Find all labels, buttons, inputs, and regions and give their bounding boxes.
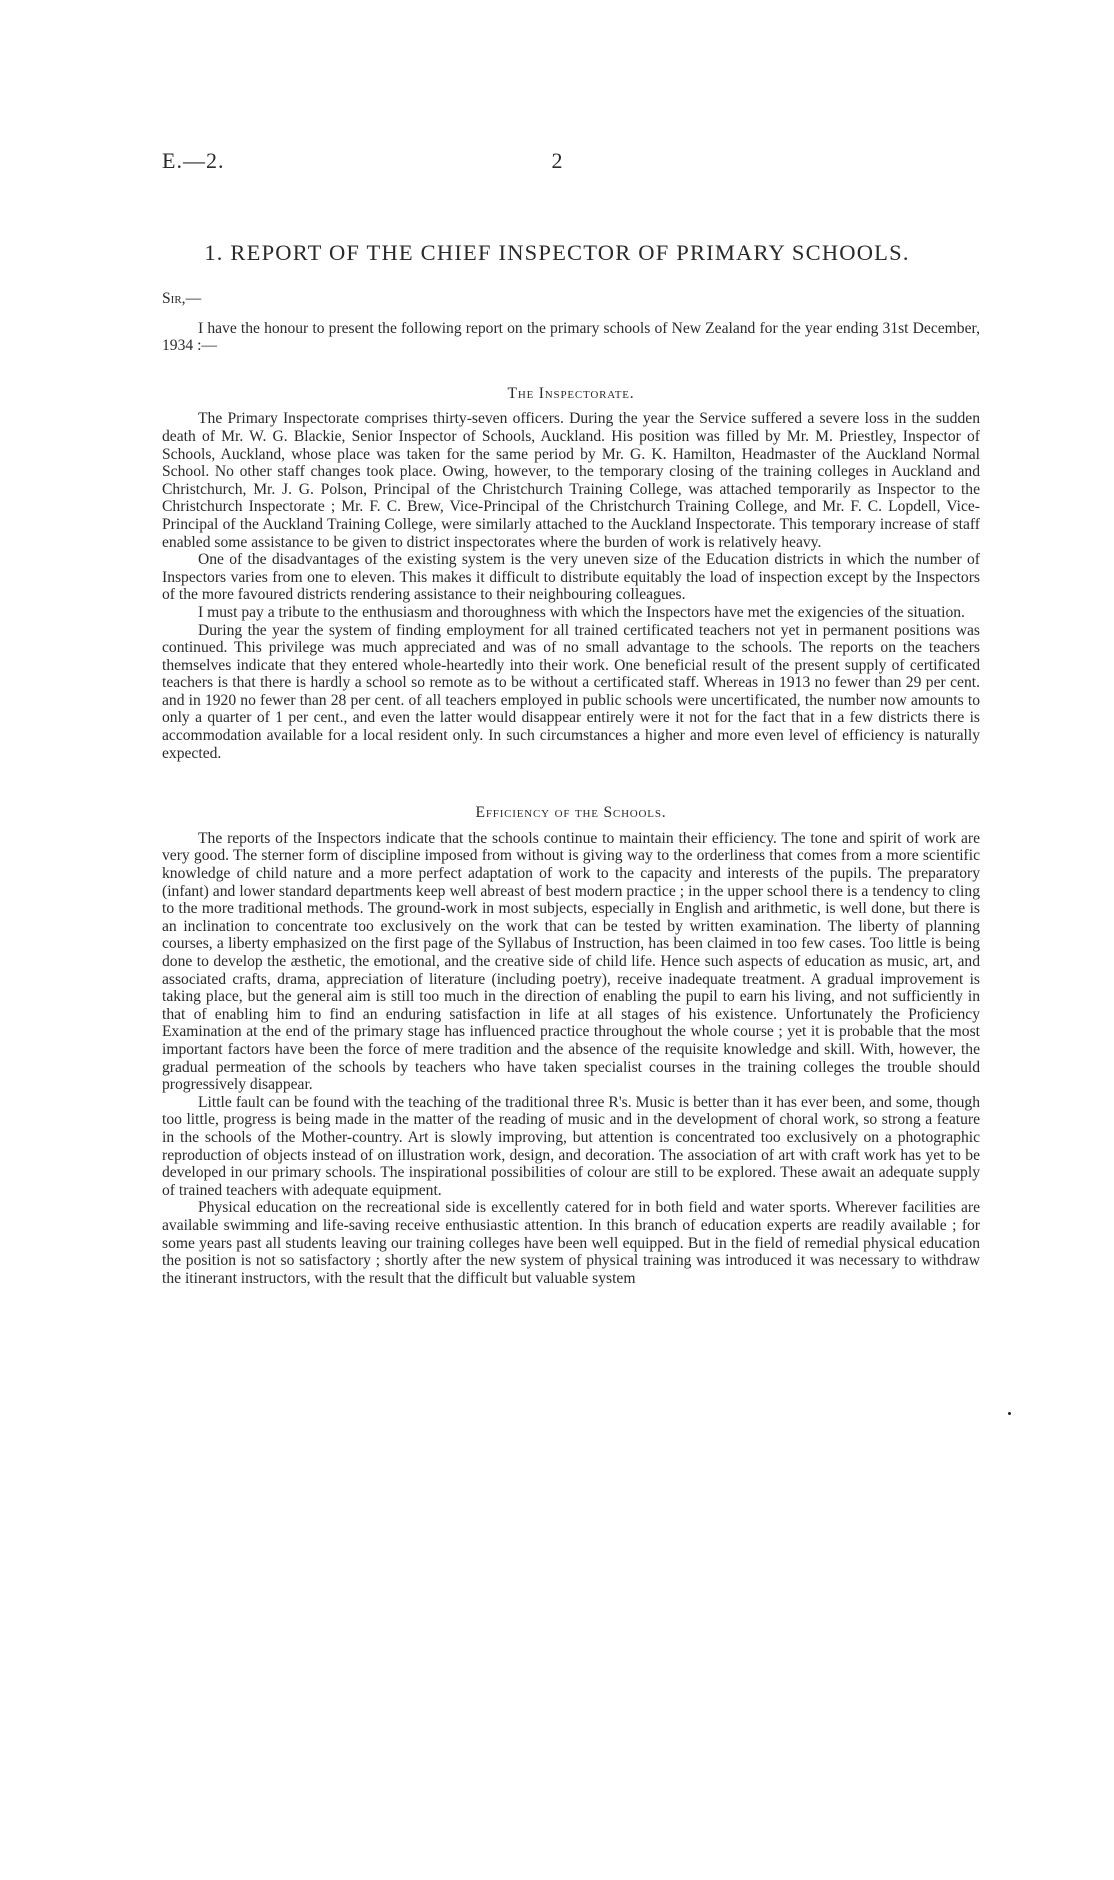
paragraph: The reports of the Inspectors indicate that the schools continue to maintain their efficiency. The tone and spirit of work are very good. The sterner form of discipline imposed from without is giving way to the orderliness that comes from a more scientific knowledge of child nature and a more perfect adaptation of work to the capacity and interests of the pupils. The preparatory (infant) and lower standard departments keep well abreast of best modern practice ; in the upper school there is a tendency to cling to the more traditional methods. The ground-work in most subjects, especially in English and arithmetic, is well done, but there is an inclination to concentrate too exclusively on the work that can be tested by written examination. The liberty of planning courses, a liberty emphasized on the first page of the Syllabus of Instruction, has been claimed in too few cases. Too little is being done to develop the æsthetic, the emotional, and the creative side of child life. Hence such aspects of education as music, art, and associated crafts, drama, appreciation of literature (including poetry), receive inadequate treatment. A gradual improvement is taking place, but the general aim is still too much in the direction of enabling the pupil to earn his living, and not sufficiently in that of enabling him to find an enduring satisfaction in life at all stages of his existence. Unfortunately the Proficiency Examination at the end of the primary stage has influenced practice throughout the whole course ; yet it is probable that the most important factors have been the force of mere tradition and the absence of the requisite knowledge and skill. With, however, the gradual permeation of the schools by teachers who have taken specialist courses in the training colleges the trouble should progressively disappear. bbox=[162, 829, 980, 1094]
section-heading-efficiency: Efficiency of the Schools. bbox=[475, 804, 667, 822]
report-body bbox=[162, 290, 980, 1287]
paragraph: Physical education on the recreational side is excellently catered for in both field and water sports. Wherever facilities are available swimming and life-saving receive enthusiastic attention. In this branch of education experts are readily available ; for some years past all students leaving our training colleges have been well equipped. But in the field of remedial physical education the position is not so satisfactory ; shortly after the new system of physical training was introduced it was necessary to withdraw the itinerant instructors, with the result that the difficult but valuable system bbox=[162, 1199, 980, 1287]
report-title: 1. REPORT OF THE CHIEF INSPECTOR OF PRIMARY SCHOOLS. bbox=[204, 240, 910, 265]
paragraph: One of the disadvantages of the existing system is the very uneven size of the Education districts in which the number of Inspectors varies from one to eleven. This makes it difficult to distribute equitably the load of inspection except by the Inspectors of the more favoured districts rendering assistance to their neighbouring colleagues. bbox=[162, 551, 980, 604]
document-reference: E.—2. bbox=[162, 148, 225, 173]
print-speck bbox=[1008, 1412, 1011, 1415]
section-heading-inspectorate: The Inspectorate. bbox=[507, 384, 635, 402]
paragraph: The Primary Inspectorate comprises thirty-seven officers. During the year the Service suffered a severe loss in the sudden death of Mr. W. G. Blackie, Senior Inspector of Schools, Auckland. His position was filled by Mr. M. Priestley, Inspector of Schools, Auckland, whose place was taken for the same period by Mr. G. K. Hamilton, Headmaster of the Auckland Normal School. No other staff changes took place. Owing, however, to the temporary closing of the training colleges in Auckland and Christchurch, Mr. J. G. Polson, Principal of the Christchurch Training College, was attached temporarily as Inspector to the Christchurch Inspectorate ; Mr. F. C. Brew, Vice-Principal of the Christchurch Training College, and Mr. F. C. Lopdell, Vice-Principal of the Auckland Training College, were similarly attached to the Auckland Inspectorate. This temporary increase of staff enabled some assistance to be given to district inspectorates where the burden of work is relatively heavy. bbox=[162, 410, 980, 551]
salutation: Sir,— bbox=[162, 290, 202, 307]
intro-paragraph: I have the honour to present the following report on the primary schools of New Zealand for the year ending 31st December, 1934 :— bbox=[162, 319, 980, 355]
paragraph: Little fault can be found with the teaching of the traditional three R's. Music is better than it has ever been, and some, though too little, progress is being made in the matter of the reading of music and in the development of choral work, so strong a feature in the schools of the Mother-country. Art is slowly improving, but attention is concentrated too exclusively on a photographic reproduction of objects instead of on illustration work, design, and decoration. The association of art with craft work has yet to be developed in our primary schools. The inspirational possibilities of colour are still to be explored. These await an adequate supply of trained teachers with adequate equipment. bbox=[162, 1093, 980, 1199]
page-number: 2 bbox=[551, 148, 563, 173]
paragraph: I must pay a tribute to the enthusiasm and thoroughness with which the Inspectors have met the exigencies of the situation. bbox=[198, 603, 965, 621]
running-header bbox=[162, 148, 952, 174]
paragraph: During the year the system of finding employment for all trained certificated teachers not yet in permanent positions was continued. This privilege was much appreciated and was of no small advantage to the schools. The reports on the teachers themselves indicate that they entered whole-heartedly into their work. One beneficial result of the present supply of certificated teachers is that there is hardly a school so remote as to be without a certificated staff. Whereas in 1913 no fewer than 29 per cent. and in 1920 no fewer than 28 per cent. of all teachers employed in public schools were uncertificated, the number now amounts to only a quarter of 1 per cent., and even the latter would disappear entirely were it not for the fact that in a few districts there is accommodation available for a local resident only. In such circumstances a higher and more even level of efficiency is naturally expected. bbox=[162, 621, 980, 762]
